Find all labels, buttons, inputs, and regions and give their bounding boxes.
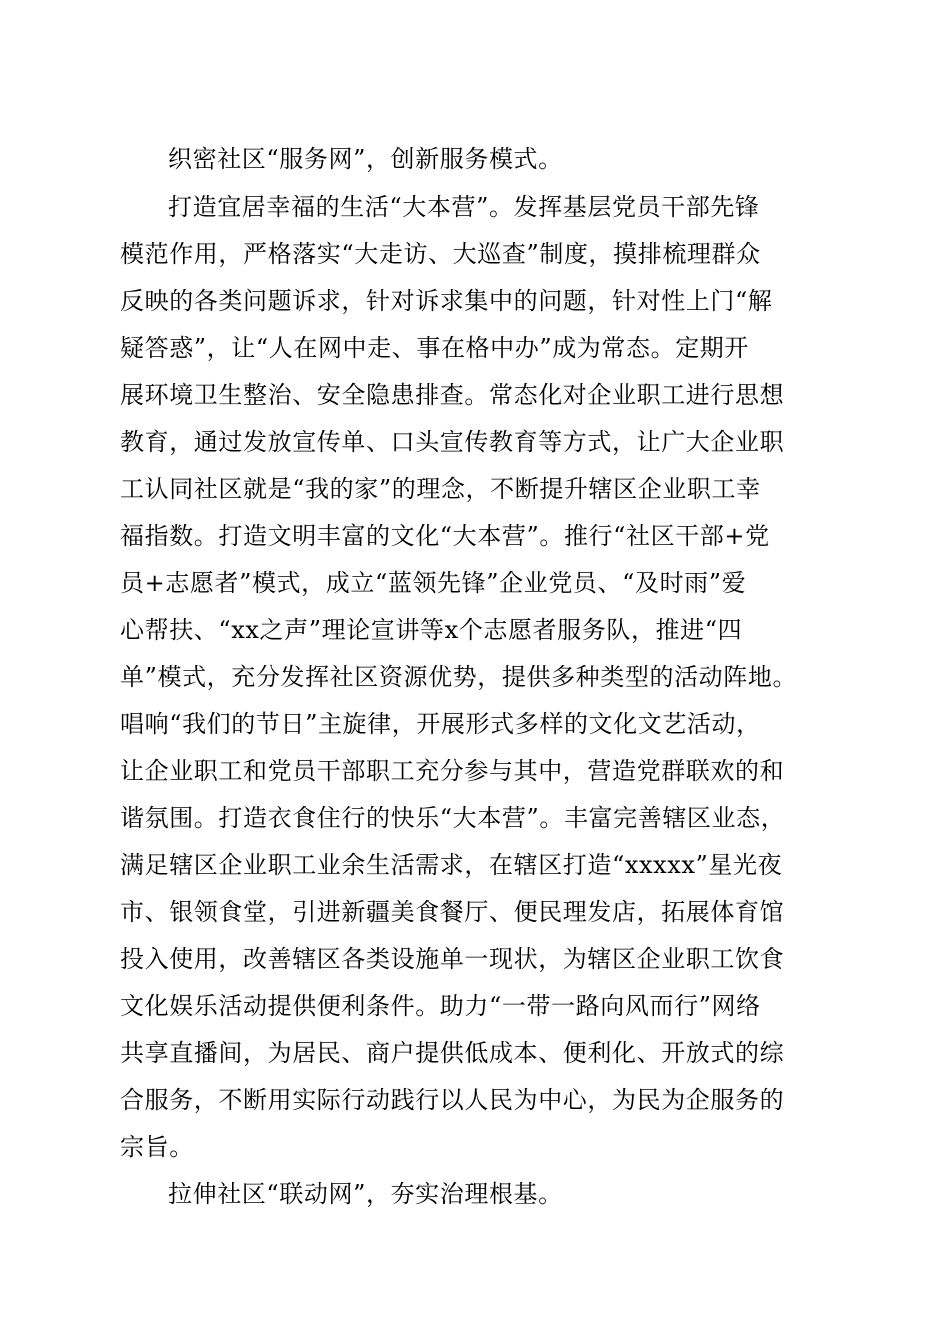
paragraph-line: 教育，通过发放宣传单、口头宣传教育等方式，让广大企业职 — [120, 428, 785, 456]
paragraph-line: 展环境卫生整治、安全隐患排查。常态化对企业职工进行思想 — [120, 381, 785, 409]
paragraph-line: 心帮扶、“xx之声”理论宣讲等x个志愿者服务队，推进“四 — [120, 616, 743, 644]
paragraph-line: 共享直播间，为居民、商户提供低成本、便利化、开放式的综 — [120, 1039, 785, 1067]
paragraph-line: 谐氛围。打造衣食住行的快乐“大本营”。丰富完善辖区业态， — [120, 804, 786, 832]
paragraph-line: 模范作用，严格落实“大走访、大巡查”制度，摸排梳理群众 — [120, 240, 761, 268]
paragraph-line: 单”模式，充分发挥社区资源优势，提供多种类型的活动阵地。 — [120, 663, 798, 691]
paragraph-line: 合服务，不断用实际行动践行以人民为中心，为民为企服务的 — [120, 1086, 785, 1114]
paragraph-line: 宗旨。 — [120, 1133, 194, 1161]
section-heading-linkage-network: 拉伸社区“联动网”，夯实治理根基。 — [168, 1180, 563, 1208]
paragraph-line: 员+志愿者”模式，成立“蓝领先锋”企业党员、“及时雨”爱 — [120, 569, 747, 597]
paragraph-line: 打造宜居幸福的生活“大本营”。发挥基层党员干部先锋 — [168, 193, 760, 221]
paragraph-line: 满足辖区企业职工业余生活需求，在辖区打造“xxxxx”星光夜 — [120, 851, 783, 879]
section-heading-service-network: 织密社区“服务网”，创新服务模式。 — [168, 145, 563, 173]
paragraph-line: 市、银领食堂，引进新疆美食餐厅、便民理发店，拓展体育馆 — [120, 898, 785, 926]
paragraph-line: 工认同社区就是“我的家”的理念，不断提升辖区企业职工幸 — [120, 475, 761, 503]
paragraph-line: 反映的各类问题诉求，针对诉求集中的问题，针对性上门“解 — [120, 287, 773, 315]
paragraph-line: 唱响“我们的节日”主旋律，开展形式多样的文化文艺活动， — [120, 710, 761, 738]
paragraph-line: 让企业职工和党员干部职工充分参与其中，营造党群联欢的和 — [120, 757, 785, 785]
paragraph-line: 投入使用，改善辖区各类设施单一现状，为辖区企业职工饮食 — [120, 945, 785, 973]
paragraph-line: 福指数。打造文明丰富的文化“大本营”。推行“社区干部+党 — [120, 522, 770, 550]
paragraph-line: 文化娱乐活动提供便利条件。助力“一带一路向风而行”网络 — [120, 992, 761, 1020]
paragraph-line: 疑答惑”，让“人在网中走、事在格中办”成为常态。定期开 — [120, 334, 750, 362]
